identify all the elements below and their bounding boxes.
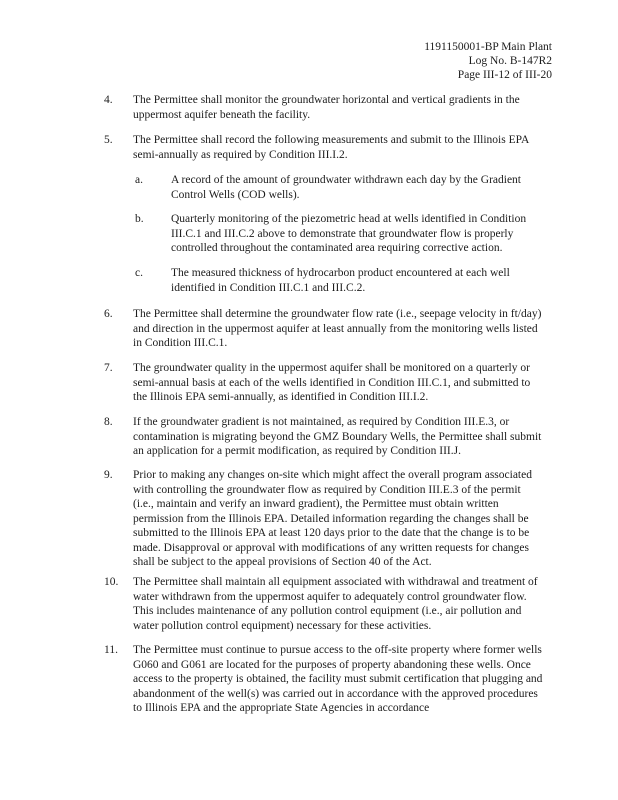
item-number: 9. xyxy=(104,469,113,481)
item-number: 7. xyxy=(104,362,113,374)
subitem-text: Quarterly monitoring of the piezometric head at wells identified in Condition III.C.1 and III.C.2 above to demonstrate that groundwater flow is properly controlled throughout the contaminated area requiring corrective action. xyxy=(171,213,527,254)
item-number: 11. xyxy=(104,644,118,656)
item-text: The Permittee shall monitor the groundwater horizontal and vertical gradients in the uppermost aquifer beneath the facility. xyxy=(133,94,520,121)
item-text: The Permittee shall record the following measurements and submit to the Illinois EPA semi-annually as required by Condition III.I.2. xyxy=(133,134,529,161)
subitem-letter: a. xyxy=(135,174,143,186)
header-page-number: Page III-12 of III-20 xyxy=(457,69,552,81)
item-number: 6. xyxy=(104,308,113,320)
item-number: 5. xyxy=(104,134,113,146)
item-number: 10. xyxy=(104,576,119,588)
item-text: The Permittee shall maintain all equipment associated with withdrawal and treatment of water withdrawn from the uppermost aquifer to adequately control groundwater flow. This includes maintenance of any pollution control equipment (i.e., air pollution and water pollution control equipment) necessary for these activities. xyxy=(133,576,538,632)
subitem-letter: b. xyxy=(135,213,144,225)
subitem-text: A record of the amount of groundwater withdrawn each day by the Gradient Control Wells (COD wells). xyxy=(171,174,521,201)
item-number: 4. xyxy=(104,94,113,106)
item-number: 8. xyxy=(104,416,113,428)
header-site-id: 1191150001-BP Main Plant xyxy=(424,41,552,53)
subitem-letter: c. xyxy=(135,267,143,279)
item-text: The groundwater quality in the uppermost aquifer shall be monitored on a quarterly or semi-annual basis at each of the wells identified in Condition III.C.1, and submitted to the Illinois EPA semi-annually, as identified in Condition III.I.2. xyxy=(133,362,531,403)
item-text: The Permittee must continue to pursue access to the off-site property where former wells G060 and G061 are located for the purposes of property abandoning these wells. Once access to the property is obtained, the facility must submit certification that plugging and abandonment of the well(s) was carried out in accordance with the approved procedures to Illinois EPA and the appropriate State Agencies in accordance xyxy=(133,644,543,714)
item-text: If the groundwater gradient is not maintained, as required by Condition III.E.3, or contamination is migrating beyond the GMZ Boundary Wells, the Permittee shall submit an application for a permit modification, as required by Condition III.J. xyxy=(133,416,542,457)
header-log-number: Log No. B-147R2 xyxy=(468,55,552,67)
item-text: The Permittee shall determine the groundwater flow rate (i.e., seepage velocity in ft/day) and direction in the uppermost aquifer at least annually from the monitoring wells listed in Condition III.C.1. xyxy=(133,308,542,349)
item-text: Prior to making any changes on-site which might affect the overall program associated with controlling the groundwater flow as required by Condition III.E.3 of the permit (i.e., maintain and verify an inward gradient), the Permittee must obtain written permission from the Illinois EPA. Detailed information regarding the changes shall be submitted to the Illinois EPA at least 120 days prior to the date that the change is to be made. Disapproval or approval with modifications of any written requests for changes shall be subject to the appeal provisions of Section 40 of the Act. xyxy=(133,469,532,568)
subitem-text: The measured thickness of hydrocarbon product encountered at each well identified in Condition III.C.1 and III.C.2. xyxy=(171,267,510,294)
